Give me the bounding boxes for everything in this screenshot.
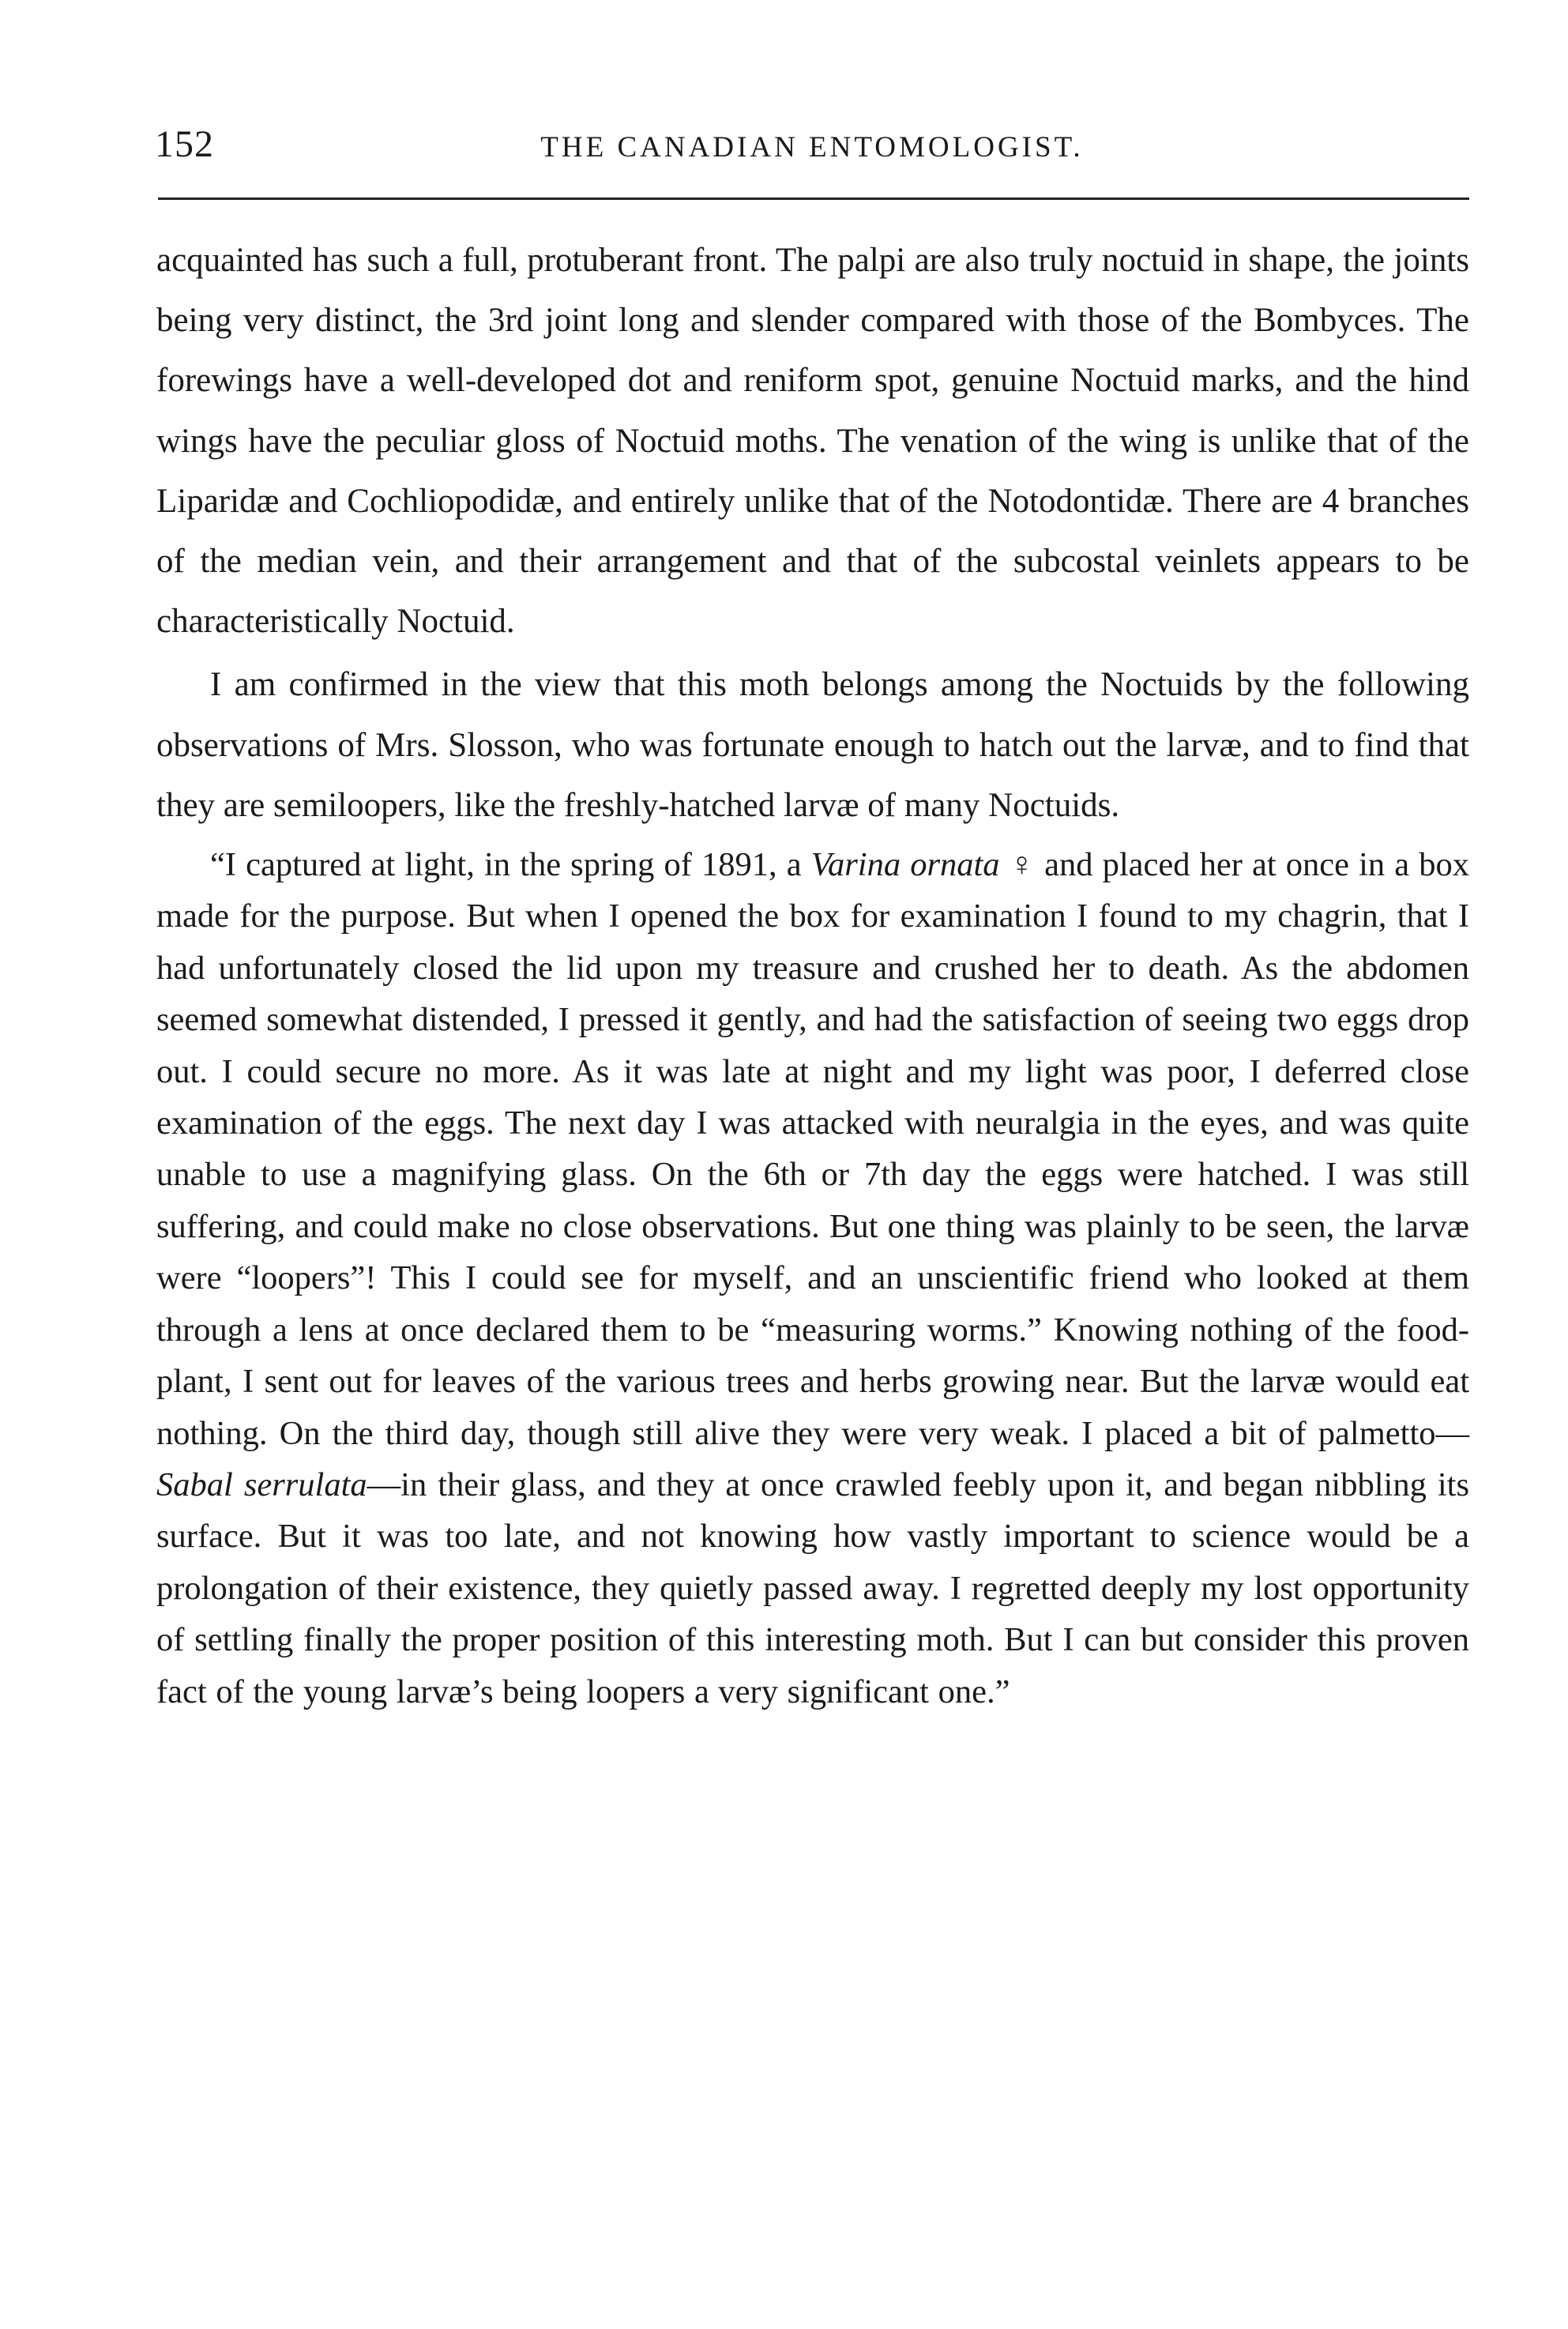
- quote-text-middle: ♀ and placed her at once in a box made for the purpose. But when I opened the box for examination I found to my chagrin, that I had unfortunately closed the lid upon my treasure and crushed her to death. As the abdomen seemed somewhat distended, I pressed it gently, and had the satisfaction of seeing two eggs drop out. I could secure no more. As it was late at night and my light was poor, I deferred close examination of the eggs. The next day I was attacked with neuralgia in the eyes, and was quite unable to use a magnifying glass. On the 6th or 7th day the eggs were hatched. I was still suffering, and could make no close observations. But one thing was plainly to be seen, the larvæ were “loopers”! This I could see for myself, and an unscientific friend who looked at them through a lens at once declared them to be “measuring worms.” Knowing nothing of the food-plant, I sent out for leaves of the various trees and herbs growing near. But the larvæ would eat nothing. On the third day, though still alive they were very weak. I placed a bit of palmetto—: [156, 846, 1469, 1452]
- paragraph-continuation: acquainted has such a full, protuberant front. The palpi are also truly noctuid in shape, the joints being very distinct, the 3rd joint long and slender compared with those of the Bombyces. The forewings have a well-developed dot and reniform spot, genuine Noctuid marks, and the hind wings have the peculiar gloss of Noctuid moths. The venation of the wing is unlike that of the Liparidæ and Cochliopodidæ, and entirely unlike that of the Notodontidæ. There are 4 branches of the median vein, and their arrangement and that of the subcostal veinlets appears to be characteristically Noctuid.: [156, 242, 1469, 641]
- journal-title: THE CANADIAN ENTOMOLOGIST.: [540, 131, 1084, 164]
- species-name: Varina ornata: [810, 846, 1000, 884]
- quoted-observation: [156, 839, 1469, 1718]
- body-text: [156, 231, 1469, 1718]
- quote-text-start: “I captured at light, in the spring of 1891, a: [210, 846, 811, 884]
- plant-name: Sabal serrulata: [156, 1466, 367, 1503]
- paragraph-confirmation: I am confirmed in the view that this moth belongs among the Noctuids by the following observations of Mrs. Slosson, who was fortunate enough to hatch out the larvæ, and to find that they are semiloopers, like the freshly-hatched larvæ of many Noctuids.: [156, 666, 1469, 824]
- running-head: [155, 117, 1469, 172]
- page-number: 152: [155, 123, 214, 165]
- header-rule: [158, 198, 1469, 200]
- quote-text-end: —in their glass, and they at once crawled feebly upon it, and began nibbling its surface. But it was too late, and not knowing how vastly important to science would be a prolongation of their existence, they quietly passed away. I regretted deeply my lost opportunity of settling finally the proper position of this interesting moth. But I can but consider this proven fact of the young larvæ’s being loopers a very significant one.”: [156, 1466, 1469, 1710]
